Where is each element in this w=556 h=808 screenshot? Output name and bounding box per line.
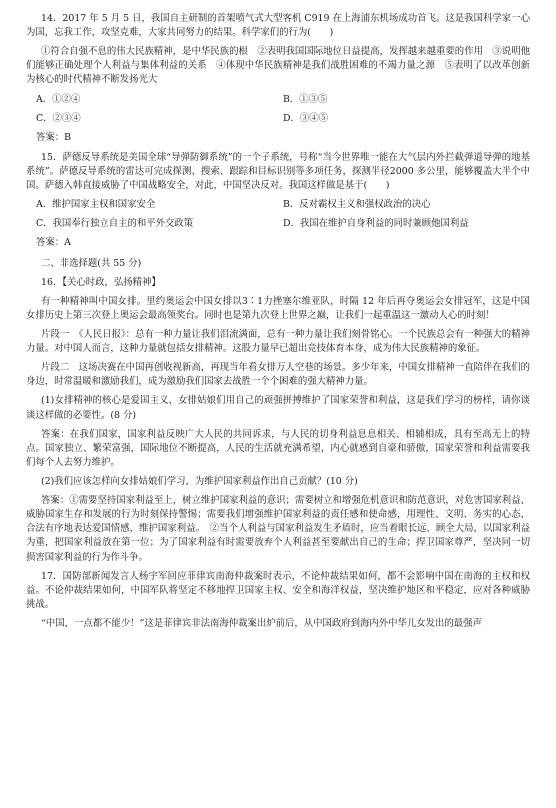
q15-options-row-1 bbox=[26, 198, 530, 212]
q14-items: ①符合自强不息的伟大民族精神，是中华民族的根 ②表明我国国际地位日益提高，发挥越来越重要的作用 ③说明他们能够正确处理个人利益与集体利益的关系 ④体现中华民族精神是我们战胜困难的不竭力量之源 ⑤表明了以改革创新为核心的时代精神不断发扬光大 bbox=[26, 46, 530, 86]
q14-stem: 14．2017 年 5 月 5 日，我国自主研制的首架喷气式大型客机 C919 在上海浦东机场成功首飞。这是我国科学家一心为国，忘我工作，攻坚克难，大家共同努力的结果。科学家们的行为( ) bbox=[26, 13, 530, 39]
q16-subquestion-2: (2)我们应该怎样向女排姑娘们学习，为维护国家利益作出自己贡献？(10 分) bbox=[41, 475, 358, 487]
q14-option-a: A．①②④ bbox=[36, 93, 81, 105]
q14-options-row-1 bbox=[26, 93, 530, 107]
q16-material-1: 片段一 《人民日报》：总有一种力量让我们泪流满面，总有一种力量让我们刻骨铭心。一个民族总会有一种强大的精神力量。对中国人而言，这种力量就包括女排精神。这股力量早已超出竞技体育本身，成为伟大民族精神的象征。 bbox=[26, 328, 530, 355]
q15-answer: 答案：A bbox=[36, 237, 71, 249]
q15-option-c: C．我国奉行独立自主的和平外交政策 bbox=[36, 218, 194, 230]
q15-option-d: D．我国在维护自身利益的同时兼顾他国利益 bbox=[283, 218, 469, 230]
q16-answer-2: 答案：①需要坚持国家利益至上，树立维护国家利益的意识；需要树立和增强危机意识和防范意识，对危害国家利益、威胁国家生存和发展的行为时刻保持警惕；需要我们增强维护国家利益的责任感和使命感，用理性、文明、务实的心态，合法有序地表达爱国情感，维护国家利益。 ②当个人利益与国家利益发生矛盾时，应当着眼长远、顾全大局，以国家利益为重，把国家利益放在第一位；为了国家利益有时需要放弃个人利益甚至要献出自己的生命；捍卫国家尊严，坚决同一切损害国家利益的行为作斗争。 bbox=[26, 495, 530, 563]
section-heading: 二、非选择题(共 55 分) bbox=[41, 257, 142, 269]
q16-answer-1: 答案：在我们国家，国家利益反映广大人民的共同诉求，与人民的切身利益息息相关、相辅相成，具有至高无上的特点。国家独立、繁荣富强，国际地位不断提高，人民的生活就充满希望，内心就感到自豪和骄傲，国家荣誉和利益需要我们每个人去努力维护。 bbox=[26, 428, 530, 468]
q16-intro: 有一种精神叫中国女排。里约奥运会中国女排以3∶1力挫塞尔维亚队，时隔 12 年后再夺奥运会女排冠军，这是中国女排历史上第三次登上奥运会最高领奖台。同时也是第九次登上世界之巅，让我们一起重温这一激动人心的时刻！ bbox=[26, 295, 530, 321]
q14-option-d: D．③④⑤ bbox=[283, 112, 329, 124]
q15-option-a: A．维护国家主权和国家安全 bbox=[36, 199, 156, 211]
q14-option-c: C．②③④ bbox=[36, 112, 81, 124]
q16-subquestion-1: (1)女排精神的核心是爱国主义，女排姑娘们用自己的顽强拼搏维护了国家荣誉和利益，这是我们学习的榜样，请你谈谈这样做的必要性。(8 分) bbox=[26, 395, 530, 421]
q15-stem: 15．萨德反导系统是美国全球“导弹防御系统”的一个子系统，号称“当今世界唯一能在大气层内外拦截弹道导弹的地基系统”。萨德反导系统的雷达可完成探测、搜索、跟踪和目标识别等多项任务，探测半径2000 多公里，能够覆盖大半个中国。萨德入韩直接威胁了中国战略安全，对此，中国坚决反对。我国这样做是基于( ) bbox=[26, 151, 530, 192]
q16-material-2: 片段二 这场决赛在中国再创收视新高，再现当年看女排万人空巷的场景。多少年来，中国女排精神一直陪伴在我们的身边，时常温暖和激励我们，成为激励我们国家去战胜一个个困难的强大精神力量。 bbox=[26, 362, 530, 388]
q14-answer: 答案：B bbox=[36, 131, 72, 143]
q15-options-row-2 bbox=[26, 217, 530, 231]
q16-title: 16．【关心时政，弘扬精神】 bbox=[41, 276, 161, 288]
q15-option-b: B．反对霸权主义和强权政治的决心 bbox=[283, 199, 431, 211]
q17-paragraph-1: 17．国防部新闻发言人杨宇军回应菲律宾南海仲裁案时表示，不论仲裁结果如何，都不会影响中国在南海的主权和权益。不论仲裁结果如何，中国军队将坚定不移地捍卫国家主权、安全和海洋权益，坚决维护地区和平稳定，应对各种威胁挑战。 bbox=[26, 570, 530, 610]
q17-paragraph-2: “中国，一点都不能少！”这是菲律宾非法南海仲裁案出炉前后，从中国政府到海内外中华儿女发出的最强声 bbox=[41, 617, 482, 629]
q14-option-b: B．①③⑤ bbox=[283, 93, 328, 105]
q14-options-row-2 bbox=[26, 112, 530, 126]
